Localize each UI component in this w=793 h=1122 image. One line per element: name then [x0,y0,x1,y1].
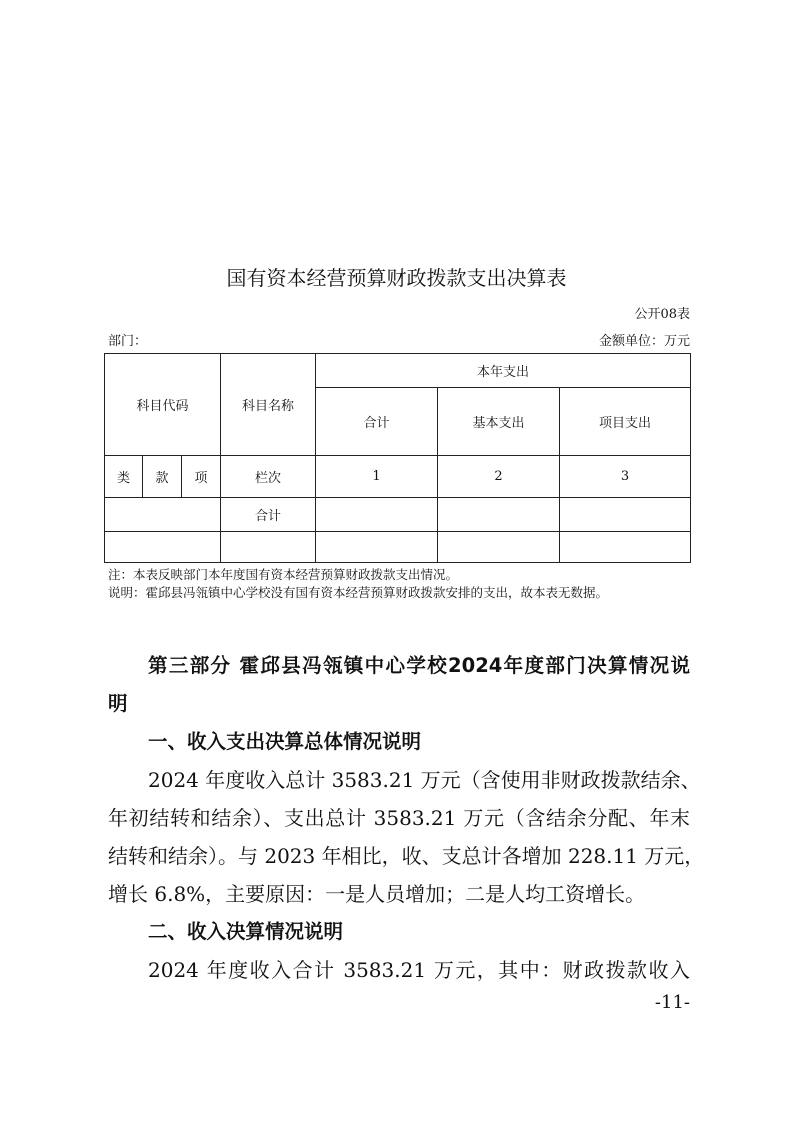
unit-label: 金额单位：万元 [598,334,690,349]
form-number: 公开08表 [634,307,690,322]
index-2: 2 [438,456,560,498]
section1-line: 2024 年度收入总计 3583.21 万元（含使用非财政拨款结余、 [148,768,701,792]
header-year-expenditure: 本年支出 [316,354,691,388]
page-number: -11- [654,992,690,1013]
sub-section: 款 [143,456,182,498]
section1-line: 增长 6.8%，主要原因：一是人员增加；二是人均工资增长。 [108,882,646,906]
total-row-label: 合计 [221,498,316,532]
section2-line: 2024 年度收入合计 3583.21 万元，其中：财政拨款收入 [148,958,690,982]
header-name: 科目名称 [221,354,316,456]
header-basic: 基本支出 [438,388,560,456]
part3-heading-cont: 明 [108,692,128,715]
index-3: 3 [560,456,691,498]
table-note: 注：本表反映部门本年度国有资本经营预算财政拨款支出情况。 [108,567,459,582]
table-row-total [105,498,691,532]
row-index-label: 栏次 [221,456,316,498]
index-1: 1 [316,456,438,498]
table-row-empty [105,532,691,563]
table-title: 国有资本经营预算财政拨款支出决算表 [226,266,567,290]
department-label: 部门： [108,334,148,349]
sub-class: 类 [105,456,143,498]
section2-heading: 二、收入决算情况说明 [148,920,344,943]
section1-line: 年初结转和结余）、支出总计 3583.21 万元（含结余分配、年末 [108,806,690,830]
header-project: 项目支出 [560,388,691,456]
header-total: 合计 [316,388,438,456]
header-code: 科目代码 [105,354,221,456]
table-explanation: 说明：霍邱县冯瓴镇中心学校没有国有资本经营预算财政拨款安排的支出，故本表无数据。 [108,585,609,600]
expenditure-table [104,353,691,563]
sub-item: 项 [182,456,221,498]
section1-heading: 一、收入支出决算总体情况说明 [148,730,422,753]
part3-heading: 第三部分 霍邱县冯瓴镇中心学校2024年度部门决算情况说 [148,654,690,677]
section1-line: 结转和结余）。与 2023 年相比，收、支总计各增加 228.11 万元， [108,844,705,868]
